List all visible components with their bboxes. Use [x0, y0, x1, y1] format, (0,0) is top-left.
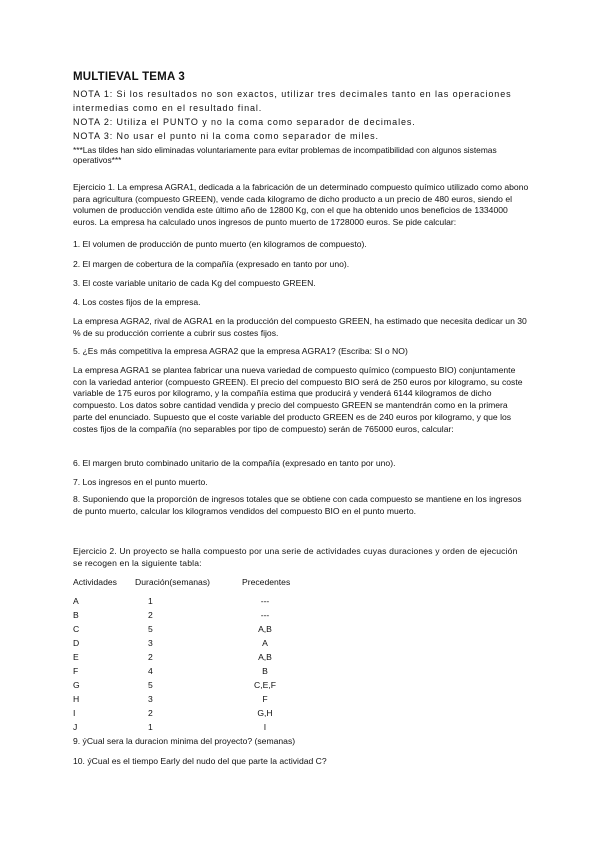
row-i-duration: 2: [148, 708, 153, 718]
row-g-activity: G: [73, 680, 80, 690]
row-d-precedents: A: [262, 638, 268, 648]
row-h-precedents: F: [262, 694, 268, 704]
tildes-note: ***Las tildes han sido eliminadas voluntariamente para evitar problemas de incompatibilidad con algunos sistemas operativos***: [73, 145, 497, 165]
question-10: 10. ýCual es el tiempo Early del nudo del que parte la actividad C?: [73, 756, 327, 766]
row-g-precedents: C,E,F: [254, 680, 276, 690]
agra2-paragraph: La empresa AGRA2, rival de AGRA1 en la producción del compuesto GREEN, ha estimado que necesita dedicar un 30 % de su producción corriente a cubrir sus costes fijos.: [73, 316, 527, 338]
row-h-activity: H: [73, 694, 80, 704]
row-d-duration: 3: [148, 638, 153, 648]
row-b-duration: 2: [148, 610, 153, 620]
nota-3: NOTA 3: No usar el punto ni la coma como separador de miles.: [73, 131, 379, 141]
row-j-duration: 1: [148, 722, 153, 732]
question-8: 8. Suponiendo que la proporción de ingresos totales que se obtiene con cada compuesto se mantiene en los ingresos de punto muerto, calcular los kilogramos vendidos del compuesto BIO en el punto muerto.: [73, 494, 522, 516]
row-e-precedents: A,B: [258, 652, 272, 662]
row-i-precedents: G,H: [257, 708, 273, 718]
header-precedentes: Precedentes: [242, 577, 291, 587]
question-5: 5. ¿Es más competitiva la empresa AGRA2 que la empresa AGRA1? (Escriba: SI o NO): [73, 346, 408, 356]
row-j-activity: J: [73, 722, 78, 732]
question-6: 6. El margen bruto combinado unitario de la compañ‌ía (expresado en tanto por uno).: [73, 458, 396, 468]
ejercicio2-intro: Ejercicio 2. Un proyecto se halla compuesto por una serie de actividades cuyas duraciones y orden de ejecución se recogen en la siguiente tabla:: [73, 546, 518, 568]
row-a-activity: A: [73, 596, 79, 606]
row-d-activity: D: [73, 638, 80, 648]
nota-1-line-1: NOTA 1: Si los resultados no son exactos, utilizar tres decimales tanto en las operaciones: [73, 89, 512, 99]
question-1: 1. El volumen de producción de punto muerto (en kilogramos de compuesto).: [73, 239, 367, 249]
question-9: 9. ýCual sera la duracion minima del proyecto? (semanas): [73, 736, 296, 746]
row-b-precedents: ---: [260, 610, 270, 620]
row-e-duration: 2: [148, 652, 153, 662]
header-duracion: Duración(semanas): [135, 577, 210, 587]
row-i-activity: I: [73, 708, 76, 718]
header-actividades: Actividades: [73, 577, 117, 587]
row-h-duration: 3: [148, 694, 153, 704]
row-b-activity: B: [73, 610, 79, 620]
row-c-activity: C: [73, 624, 80, 634]
question-4: 4. Los costes fijos de la empresa.: [73, 297, 201, 307]
question-2: 2. El margen de cobertura de la compañ‌ía (expresado en tanto por uno).: [73, 259, 350, 269]
row-a-precedents: ---: [260, 596, 270, 606]
row-c-precedents: A,B: [258, 624, 272, 634]
row-c-duration: 5: [148, 624, 153, 634]
row-g-duration: 5: [148, 680, 153, 690]
question-3: 3. El coste variable unitario de cada Kg del compuesto GREEN.: [73, 278, 316, 288]
page-title: MULTIEVAL TEMA 3: [73, 71, 186, 83]
row-j-precedents: I: [263, 722, 267, 732]
nota-1-line-2: intermedias como en el resultado final.: [73, 103, 263, 113]
row-e-activity: E: [73, 652, 79, 662]
bio-paragraph: La empresa AGRA1 se plantea fabricar una nueva variedad de compuesto químico (compuesto BIO) conjuntamente con la variedad anterior (compuesto GREEN). El precio del compuesto BIO será de 250 euros por kilogramo, su coste variable de 175 euros por kilogramo, y la compañ‌ía estima que producirá y venderá 6144 kilogramos de dicho compuesto. Los datos sobre cantidad vendida y precio del compuesto GREEN se mantendrán como en la primera parte del enunciado. Supuesto que el coste variable del producto GREEN es de 240 euros por kilogramo, y que los costes fijos de la compañ‌ía (no separables por tipo de compuesto) serán de 765000 euros, calcular:: [73, 365, 523, 434]
row-f-activity: F: [73, 666, 79, 676]
question-7: 7. Los ingresos en el punto muerto.: [73, 477, 208, 487]
ejercicio1-intro: Ejercicio 1. La empresa AGRA1, dedicada a la fabricación de un determinado compuesto químico utilizado como abono para agricultura (compuesto GREEN), vende cada kilogramo de dicho producto a un precio de 480 euros, siendo el volumen de producción vendida este último añ‌o de 12800 Kg, con el que ha obtenido unos beneficios de 1334000 euros. La empresa ha calculado unos ingresos de punto muerto de 1728000 euros. Se pide calcular:: [73, 182, 529, 228]
nota-2: NOTA 2: Utiliza el PUNTO y no la coma como separador de decimales.: [73, 117, 416, 127]
row-f-duration: 4: [148, 666, 153, 676]
row-a-duration: 1: [148, 596, 153, 606]
row-f-precedents: B: [262, 666, 268, 676]
